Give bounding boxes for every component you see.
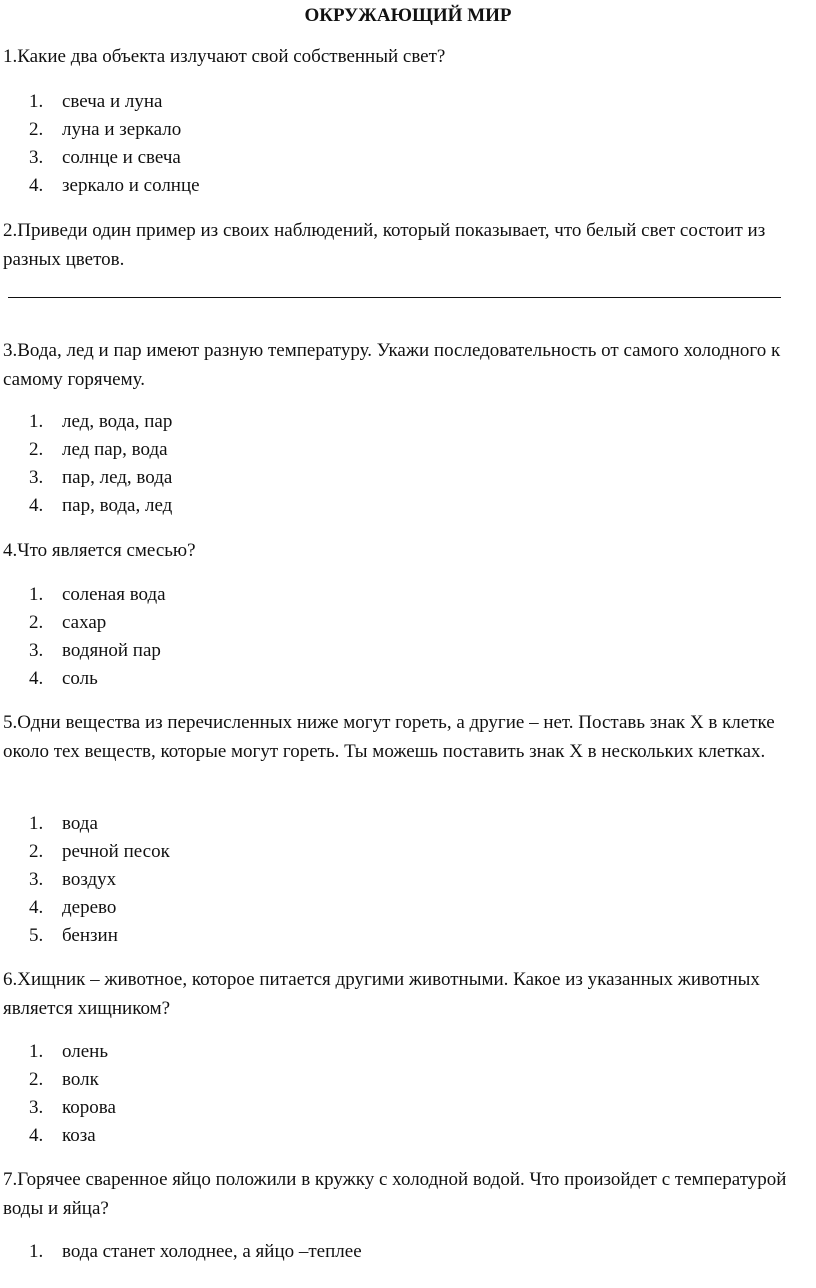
answer-line[interactable] bbox=[8, 297, 781, 298]
question-7-text: 7.Горячее сваренное яйцо положили в кружку с холодной водой. Что произойдет с температурой воды и яйца? bbox=[3, 1169, 787, 1219]
option-number: 4. bbox=[29, 897, 44, 918]
option-text: зеркало и солнце bbox=[62, 175, 200, 196]
option-number: 2. bbox=[29, 119, 44, 140]
option-text: соль bbox=[62, 668, 98, 689]
option-text: воздух bbox=[62, 869, 117, 890]
option-text: сахар bbox=[62, 612, 107, 633]
option-text: луна и зеркало bbox=[62, 119, 182, 140]
option-number: 4. bbox=[29, 668, 44, 689]
option-text: вода bbox=[62, 813, 98, 834]
option-text: волк bbox=[62, 1069, 99, 1090]
option-text: лед, вода, пар bbox=[62, 411, 173, 432]
option-number: 5. bbox=[29, 925, 44, 946]
option-text: лед пар, вода bbox=[62, 439, 168, 460]
option-number: 2. bbox=[29, 1069, 44, 1090]
option-text: водяной пар bbox=[62, 640, 161, 661]
option-number: 3. bbox=[29, 869, 44, 890]
page-title: ОКРУЖАЮЩИЙ МИР bbox=[304, 5, 512, 26]
option-number: 1. bbox=[29, 1041, 44, 1062]
option-number: 2. bbox=[29, 612, 44, 633]
option-number: 1. bbox=[29, 584, 44, 605]
question-1-text: 1.Какие два объекта излучают свой собственный свет? bbox=[3, 46, 446, 67]
option-number: 2. bbox=[29, 439, 44, 460]
option-number: 1. bbox=[29, 813, 44, 834]
option-number: 4. bbox=[29, 1125, 44, 1146]
option-number: 1. bbox=[29, 1241, 44, 1262]
question-4-text: 4.Что является смесью? bbox=[3, 540, 196, 561]
option-number: 1. bbox=[29, 91, 44, 112]
option-number: 2. bbox=[29, 841, 44, 862]
option-number: 3. bbox=[29, 147, 44, 168]
question-6-text: 6.Хищник – животное, которое питается другими животными. Какое из указанных животных является хищником? bbox=[3, 969, 760, 1019]
option-text: коза bbox=[62, 1125, 96, 1146]
option-number: 3. bbox=[29, 640, 44, 661]
option-text: пар, вода, лед bbox=[62, 495, 173, 516]
option-text: солнце и свеча bbox=[62, 147, 181, 168]
option-text: олень bbox=[62, 1041, 108, 1062]
option-text: корова bbox=[62, 1097, 116, 1118]
question-5-text: 5.Одни вещества из перечисленных ниже могут гореть, а другие – нет. Поставь знак Х в клетке около тех веществ, которые могут гореть. Ты можешь поставить знак Х в нескольких клетках. bbox=[3, 712, 775, 762]
option-text: соленая вода bbox=[62, 584, 166, 605]
option-number: 1. bbox=[29, 411, 44, 432]
option-number: 3. bbox=[29, 1097, 44, 1118]
option-text: пар, лед, вода bbox=[62, 467, 173, 488]
option-text: вода станет холоднее, а яйцо –теплее bbox=[62, 1241, 362, 1262]
option-text: бензин bbox=[62, 925, 118, 946]
option-number: 4. bbox=[29, 495, 44, 516]
option-text: речной песок bbox=[62, 841, 170, 862]
option-number: 4. bbox=[29, 175, 44, 196]
option-text: дерево bbox=[62, 897, 117, 918]
question-3-text: 3.Вода, лед и пар имеют разную температуру. Укажи последовательность от самого холодного к самому горячему. bbox=[3, 340, 781, 390]
option-number: 3. bbox=[29, 467, 44, 488]
option-text: свеча и луна bbox=[62, 91, 163, 112]
question-2-text: 2.Приведи один пример из своих наблюдений, который показывает, что белый свет состоит из разных цветов. bbox=[3, 220, 766, 270]
